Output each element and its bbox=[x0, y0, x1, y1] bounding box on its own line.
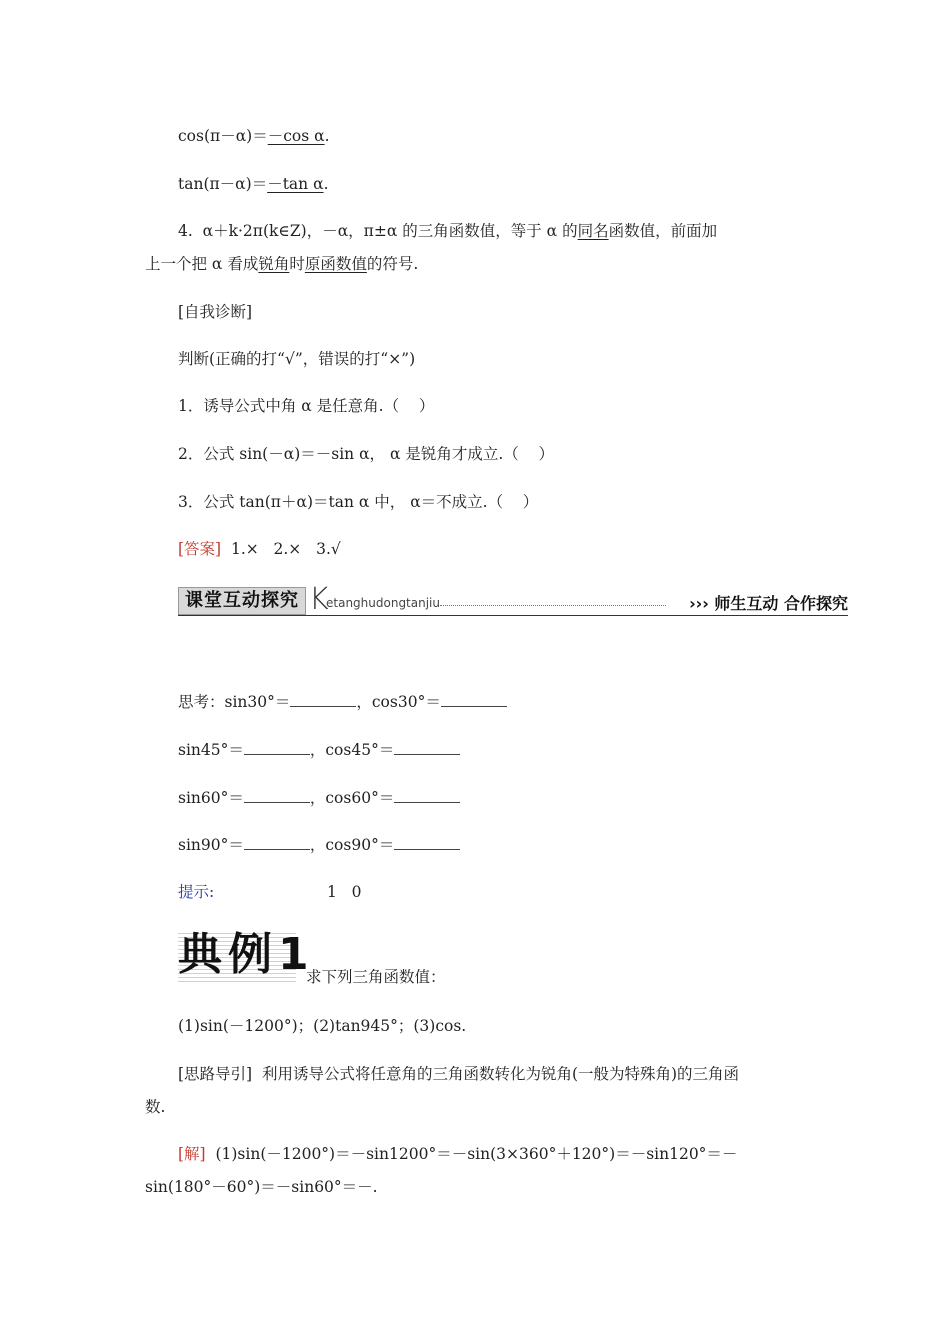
blank bbox=[441, 692, 507, 707]
item4-line2: 上一个把 α 看成锐角时原函数值的符号. bbox=[145, 255, 419, 273]
blank bbox=[394, 835, 460, 850]
hint-label: 提示: bbox=[178, 883, 215, 901]
answer-label: [答案] bbox=[178, 540, 222, 558]
banner-right-text: ››› 师生互动 合作探究 bbox=[689, 594, 848, 613]
blank bbox=[244, 788, 310, 803]
diagnosis-question-1: 1．诱导公式中角 α 是任意角.（ ） bbox=[178, 397, 435, 415]
diagnosis-question-3: 3．公式 tan(π＋α)＝tan α 中， α＝不成立.（ ） bbox=[178, 493, 539, 511]
think-row-2: sin45°＝ ，cos45°＝ bbox=[178, 740, 460, 760]
banner-dotted-line bbox=[440, 605, 666, 606]
banner-title: 课堂互动探究 bbox=[178, 587, 306, 615]
solution-line-1: [解] (1)sin(－1200°)＝－sin1200°＝－sin(3×360°＋120°)＝－sin120°＝－ bbox=[178, 1145, 738, 1163]
guide-line-2: 数. bbox=[145, 1098, 166, 1116]
banner-pinyin: etanghudongtanjiu bbox=[326, 596, 440, 610]
think-row-3: sin60°＝ ，cos60°＝ bbox=[178, 788, 460, 808]
think-row-4: sin90°＝ ，cos90°＝ bbox=[178, 835, 460, 855]
example-header-text: 典例1 bbox=[178, 929, 315, 980]
think-row-1: 思考：sin30°＝ ，cos30°＝ bbox=[178, 692, 507, 712]
formula-cos: cos(π－α)＝－cos α. bbox=[178, 127, 330, 145]
solution-line-2: sin(180°－60°)＝－sin60°＝－. bbox=[145, 1178, 378, 1196]
blank bbox=[394, 788, 460, 803]
solution-label: [解] bbox=[178, 1145, 206, 1163]
banner-rule bbox=[178, 615, 848, 616]
formula-tan: tan(π－α)＝－tan α. bbox=[178, 175, 329, 193]
blank bbox=[244, 835, 310, 850]
diagnosis-heading: [自我诊断] bbox=[178, 303, 253, 321]
example-prompt: 求下列三角函数值： bbox=[306, 968, 446, 986]
diagnosis-answer: [答案] 1.× 2.× 3.√ bbox=[178, 540, 341, 558]
example-parts: (1)sin(－1200°)；(2)tan945°；(3)cos. bbox=[178, 1017, 467, 1035]
item4-line1: 4. α＋k·2π(k∈Z)，－α，π±α 的三角函数值，等于 α 的同名函数值，前面加 bbox=[178, 222, 718, 240]
diagnosis-instruction: 判断(正确的打“√”，错误的打“×”) bbox=[178, 350, 416, 368]
banner-letter: K bbox=[309, 582, 329, 617]
blank bbox=[244, 740, 310, 755]
blank bbox=[394, 740, 460, 755]
hint-values: 1 0 bbox=[327, 883, 362, 901]
section-banner bbox=[178, 582, 848, 619]
blank bbox=[290, 692, 356, 707]
example-header bbox=[178, 930, 318, 986]
diagnosis-question-2: 2．公式 sin(－α)＝－sin α， α 是锐角才成立.（ ） bbox=[178, 445, 554, 463]
guide-line-1: [思路导引] 利用诱导公式将任意角的三角函数转化为锐角(一般为特殊角)的三角函 bbox=[178, 1065, 740, 1083]
